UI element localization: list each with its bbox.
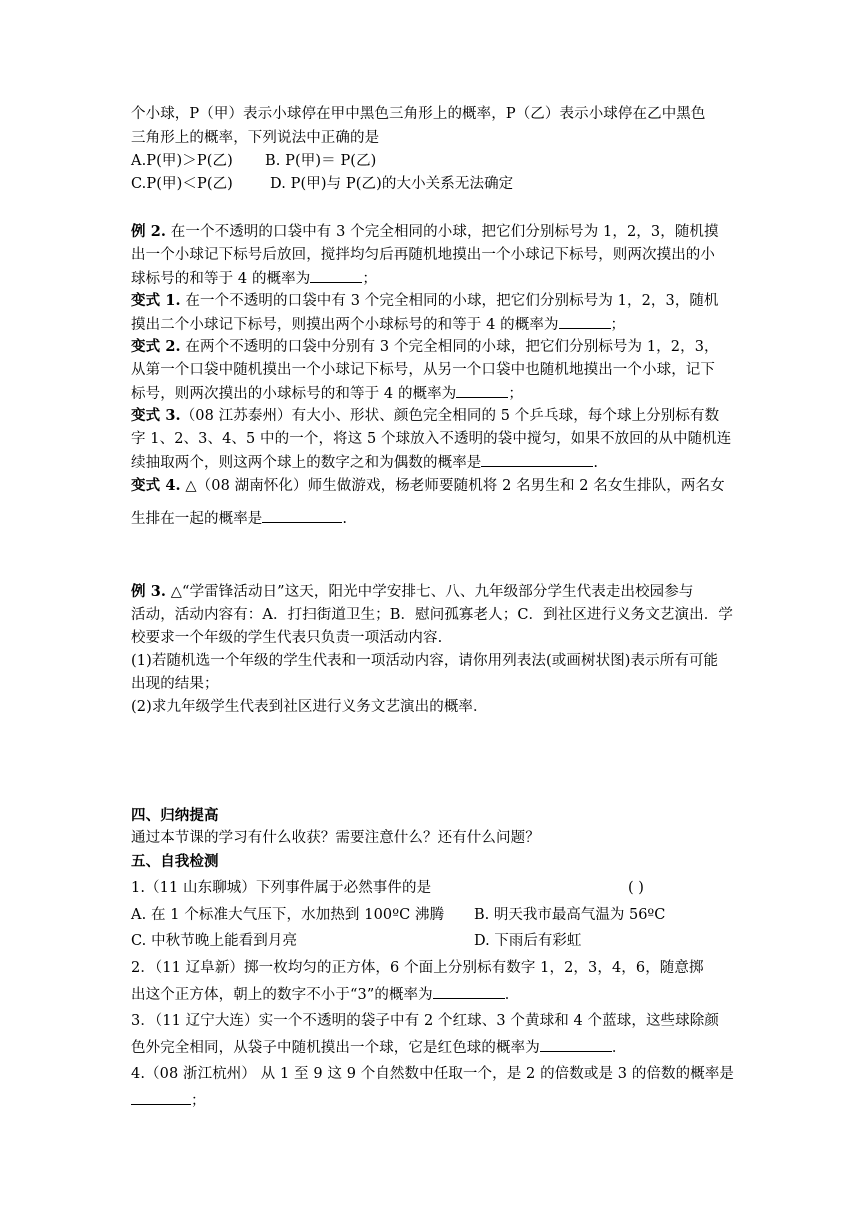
question-1-option-a: A. 在 1 个标准大气压下，水加热到 100ºC 沸腾: [131, 907, 445, 923]
variant-4-label: 变式 4.: [131, 477, 181, 494]
variant-2-line-1: [131, 337, 719, 357]
variant-1-text-2: 摸出二个小球记下标号，则摸出两个小球标号的和等于 4 的概率为: [131, 317, 559, 333]
question-1-option-b: B. 明天我市最高气温为 56ºC: [474, 907, 666, 923]
question-2-line-1: 2．（11 辽阜新）掷一枚均匀的正方体，6 个面上分别标有数字 1，2，3，4，6，随意掷: [131, 960, 704, 976]
example-3-line-2: 活动，活动内容有：A．打扫街道卫生；B．慰问孤寡老人；C．到社区进行义务文艺演出．学: [131, 607, 733, 623]
variant-2-end: ；: [508, 386, 523, 402]
example-2-label: 例 2.: [131, 223, 167, 240]
variant-3-line-3: [131, 452, 598, 473]
variant-4-line-2: [131, 508, 347, 529]
intro-line-2: 三角形上的概率，下列说法中正确的是: [131, 130, 380, 146]
example-3-line-5: 出现的结果；: [131, 676, 219, 692]
question-2-line-2: [131, 984, 519, 1005]
example-2-text-1: 在一个不透明的口袋中有 3 个完全相同的小球，把它们分别标号为 1，2，3，随机摸: [166, 224, 719, 240]
question-1: 1.（11 山东聊城）下列事件属于必然事件的是: [131, 880, 432, 896]
section-4-heading: 四、归纳提高: [131, 807, 219, 824]
section-5-heading: 五、自我检测: [131, 853, 219, 870]
variant-3-line-1: [131, 406, 719, 426]
variant-3-line-2: 字 1、2、3、4、5 中的一个，将这 5 个球放入不透明的袋中搅匀，如果不放回的从中随机连: [131, 431, 732, 447]
example-3-line-6: (2)求九年级学生代表到社区进行义务文艺演出的概率．: [131, 699, 488, 715]
question-3-end: ．: [611, 1040, 627, 1056]
question-2-text-2: 出这个正方体，朝上的数字不小于“3”的概率为: [131, 987, 433, 1003]
example-3-line-1: [131, 582, 693, 602]
variant-3-text-1: （08 江苏泰州）有大小、形状、颜色完全相同的 5 个乒乓球，每个球上分别标有数: [180, 408, 720, 424]
variant-2-label: 变式 2.: [131, 338, 181, 355]
variant-4-end: .: [342, 511, 348, 527]
variant-2-line-3: [131, 383, 523, 404]
example-2-end: ；: [362, 271, 377, 287]
question-1-answer-parens[interactable]: ( ): [628, 880, 644, 896]
section-4-text: 通过本节课的学习有什么收获？需要注意什么？还有什么问题？: [131, 830, 540, 846]
variant-1-line-1: [131, 291, 719, 311]
variant-2-text-3: 标号，则两次摸出的小球标号的和等于 4 的概率为: [131, 386, 457, 402]
question-1-option-d: D. 下雨后有彩虹: [474, 933, 582, 949]
option-a: A.P(甲)＞P(乙): [131, 153, 233, 169]
example-3-line-3: 校要求一个年级的学生代表只负责一项活动内容.: [131, 630, 443, 646]
variant-1-end: ；: [610, 317, 626, 333]
answer-blank[interactable]: [433, 984, 505, 999]
question-3-text-2: 色外完全相同，从袋子中随机摸出一个球，它是红色球的概率为: [131, 1040, 540, 1056]
question-3-line-1: 3．（11 辽宁大连）实一个不透明的袋子中有 2 个红球、3 个黄球和 4 个蓝球，这些球除颜: [131, 1013, 719, 1029]
option-b: B. P(甲)＝ P(乙): [265, 153, 377, 169]
variant-4-line-1: [131, 476, 725, 496]
variant-2-line-2: 从第一个口袋中随机摸出一个小球记下标号，从另一个口袋中也随机地摸出一个小球，记下: [131, 362, 715, 378]
answer-blank[interactable]: [262, 508, 342, 523]
variant-1-line-2: [131, 314, 625, 335]
intro-line-1: 个小球，P（甲）表示小球停在甲中黑色三角形上的概率，P（乙）表示小球停在乙中黑色: [131, 106, 706, 122]
variant-2-text-1: 在两个不透明的口袋中分别有 3 个完全相同的小球，把它们分别标号为 1，2，3，: [180, 339, 719, 355]
answer-blank[interactable]: [559, 314, 611, 329]
variant-4-text-2: 生排在一起的概率是: [131, 511, 263, 527]
example-2-line-2: 出一个小球记下标号后放回，搅拌均匀后再随机地摸出一个小球记下标号，则两次摸出的小: [131, 247, 715, 263]
answer-blank[interactable]: [131, 1090, 191, 1105]
example-3-label: 例 3.: [131, 583, 167, 600]
answer-blank[interactable]: [540, 1037, 612, 1052]
option-d: D. P(甲)与 P(乙)的大小关系无法确定: [270, 176, 514, 192]
variant-1-text-1: 在一个不透明的口袋中有 3 个完全相同的小球，把它们分别标号为 1，2，3，随机: [180, 293, 719, 309]
variant-4-text-1: △（08 湖南怀化）师生做游戏，杨老师要随机将 2 名男生和 2 名女生排队，两名女: [180, 478, 725, 494]
variant-3-label: 变式 3.: [131, 407, 181, 424]
question-2-end: ．: [504, 987, 520, 1003]
answer-blank[interactable]: [310, 268, 362, 283]
example-3-text-1: △“学雷锋活动日”这天，阳光中学安排七、八、九年级部分学生代表走出校园参与: [166, 584, 694, 600]
question-4-line-1: 4.（08 浙江杭州） 从 1 至 9 这 9 个自然数中任取一个，是 2 的倍数或是 3 的倍数的概率是: [131, 1066, 735, 1082]
variant-3-text-3: 续抽取两个，则这两个球上的数字之和为偶数的概率是: [131, 455, 482, 471]
example-3-line-4: (1)若随机选一个年级的学生代表和一项活动内容，请你用列表法(或画树状图)表示所有可能: [131, 653, 719, 669]
option-c: C.P(甲)＜P(乙): [131, 176, 233, 192]
answer-blank[interactable]: [481, 452, 593, 467]
example-2-line-1: [131, 222, 719, 242]
question-4-end: ；: [191, 1093, 206, 1109]
variant-3-end: .: [593, 455, 599, 471]
example-2-line-3: [131, 268, 377, 289]
question-3-line-2: [131, 1037, 626, 1058]
question-1-option-c: C. 中秋节晚上能看到月亮: [131, 933, 298, 949]
question-4-line-2: [131, 1090, 206, 1111]
variant-1-label: 变式 1.: [131, 292, 181, 309]
example-2-text-3: 球标号的和等于 4 的概率为: [131, 271, 311, 287]
answer-blank[interactable]: [456, 383, 508, 398]
